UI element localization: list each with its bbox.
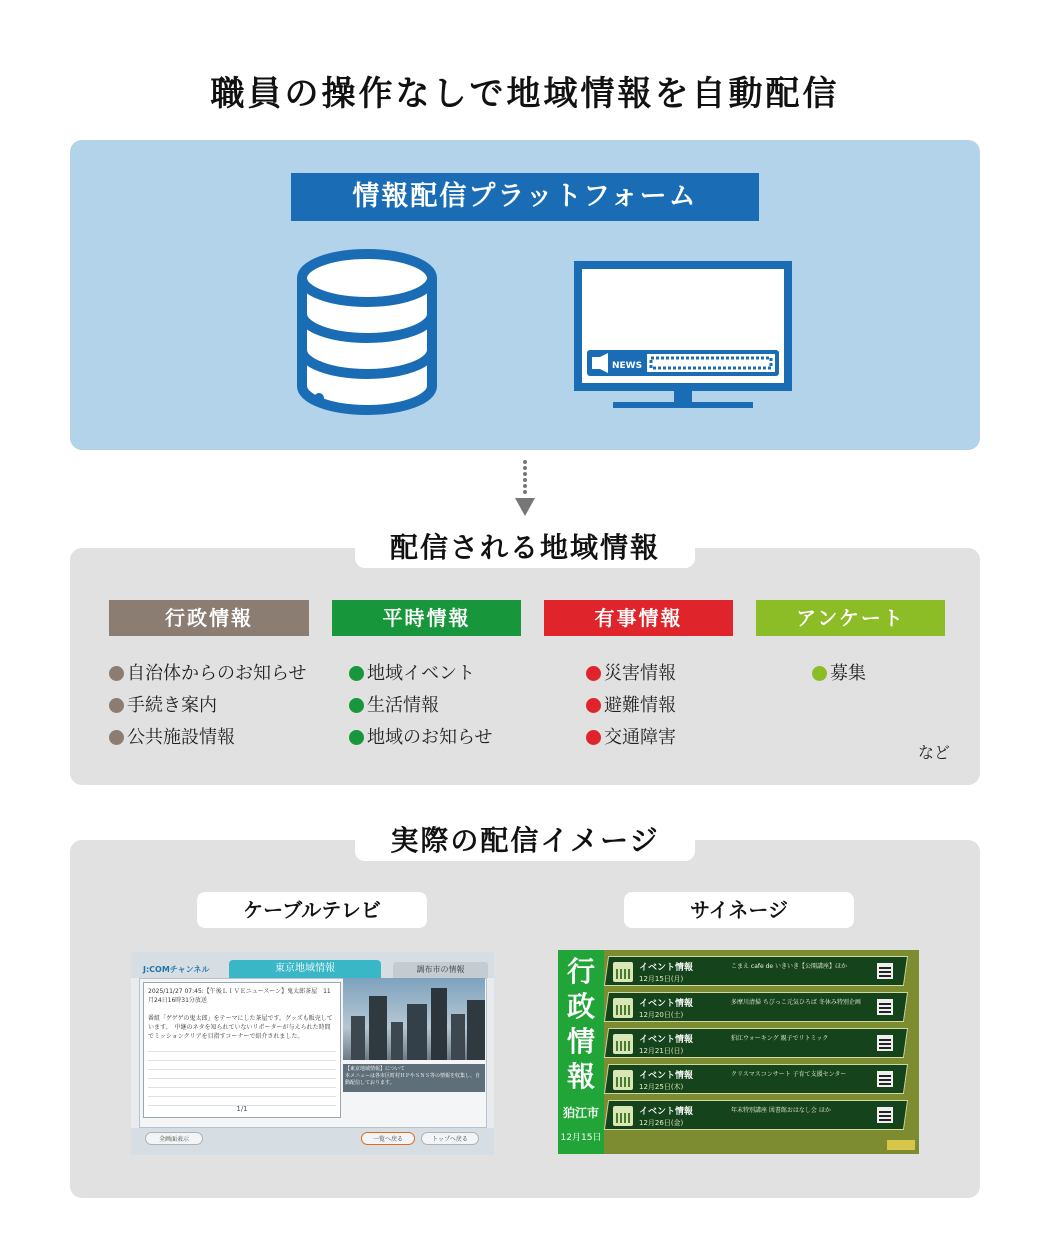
bullet-icon <box>349 666 364 681</box>
calendar-icon <box>613 1070 633 1090</box>
bullet-icon <box>109 730 124 745</box>
category-header: 行政情報 <box>109 600 309 636</box>
page-indicator: 1/1 <box>236 1105 248 1113</box>
bullet-icon <box>109 698 124 713</box>
event-row: イベント情報 12月25日(木) クリスマスコンサート 子育て支援センター <box>604 1064 908 1094</box>
bullet-icon <box>586 730 601 745</box>
category-header: 平時情報 <box>332 600 521 636</box>
signage-screenshot <box>558 950 919 1154</box>
list-item: 募集 <box>812 658 945 690</box>
article-box <box>143 982 341 1118</box>
cable-tv-label: ケーブルテレビ <box>197 892 427 928</box>
city-photo <box>343 978 485 1060</box>
platform-panel <box>70 140 980 450</box>
bullet-icon <box>586 698 601 713</box>
qr-code-icon <box>877 1071 893 1087</box>
platform-label: 情報配信プラットフォーム <box>291 173 759 221</box>
signage-city: 狛江市 <box>562 1106 599 1120</box>
back-to-top-button[interactable]: トップへ戻る <box>421 1132 479 1145</box>
category-header: アンケート <box>756 600 945 636</box>
event-row: イベント情報 12月20日(土) 多摩川清掃 ちびっこ元気ひろば 冬休み特別企画 <box>604 992 908 1022</box>
list-item: 交通障害 <box>586 722 733 754</box>
database-icon <box>296 248 438 416</box>
list-item: 地域のお知らせ <box>349 722 521 754</box>
calendar-icon <box>613 998 633 1018</box>
event-row: イベント情報 12月26日(金) 年末特別講座 図書館おはなし会 ほか <box>604 1100 908 1130</box>
bullet-icon <box>812 666 827 681</box>
back-to-list-button[interactable]: 一覧へ戻る <box>361 1132 415 1145</box>
signage-date: 12月15日 <box>560 1133 602 1143</box>
list-item: 生活情報 <box>349 690 521 722</box>
list-item: 公共施設情報 <box>109 722 309 754</box>
event-row: イベント情報 12月21日(日) 狛江ウォーキング 親子でリトミック <box>604 1028 908 1058</box>
qr-code-icon <box>877 1107 893 1123</box>
category-enquete <box>756 600 945 690</box>
article-text: 2025/11/27 07:45:【午後ＬＩＶＥニュースーン】鬼太郎茶屋 11月24日16時31分放送 番組「ゲゲゲの鬼太郎」をテーマにした茶屋です。グッズも販売しています。 中継のネタを知られていないリポーターが与えられた時間でミッションクリアを目指すコーナーで紹介されました。 <box>148 988 333 1040</box>
down-arrow-icon <box>511 460 539 518</box>
qr-code-icon <box>877 963 893 979</box>
category-heiji <box>332 600 521 754</box>
bullet-icon <box>349 698 364 713</box>
calendar-icon <box>613 962 633 982</box>
calendar-icon <box>613 1106 633 1126</box>
signage-label: サイネージ <box>624 892 854 928</box>
info-section-title: 配信される地域情報 <box>355 522 695 568</box>
bullet-icon <box>586 666 601 681</box>
list-item: 自治体からのお知らせ <box>109 658 309 690</box>
list-item: 手続き案内 <box>109 690 309 722</box>
event-row: イベント情報 12月15日(月) こまえ cafe de いきいき【公開講座】ほか <box>604 956 908 986</box>
category-header: 有事情報 <box>544 600 733 636</box>
bullet-icon <box>109 666 124 681</box>
qr-code-icon <box>877 999 893 1015</box>
fullscreen-button[interactable]: 全画面表示 <box>145 1132 203 1145</box>
cable-tv-screenshot <box>131 952 494 1155</box>
bullet-icon <box>349 730 364 745</box>
category-yuji <box>544 600 733 754</box>
etc-note: など <box>918 743 951 762</box>
provider-logo <box>887 1140 915 1150</box>
page-title: 職員の操作なしで地域情報を自動配信 <box>210 74 840 114</box>
list-item: 地域イベント <box>349 658 521 690</box>
info-note: 【東京地域情報】について 本メニューは各市区町村ＨＰやＳＮＳ等の情報を収集し、自動配信しております。 <box>343 1064 485 1092</box>
category-gyosei <box>109 600 309 754</box>
list-item: 避難情報 <box>586 690 733 722</box>
tab-chofu-info[interactable]: 調布市の情報 <box>393 962 488 978</box>
signage-side-title: 行政情報 <box>566 955 595 1093</box>
tab-tokyo-info[interactable]: 東京地域情報 <box>229 960 381 978</box>
calendar-icon <box>613 1034 633 1054</box>
list-item: 災害情報 <box>586 658 733 690</box>
image-section-title: 実際の配信イメージ <box>355 815 695 861</box>
channel-logo: J:COMチャンネル <box>143 965 210 974</box>
news-badge: NEWS <box>612 361 643 371</box>
qr-code-icon <box>877 1035 893 1051</box>
monitor-icon <box>573 260 793 412</box>
